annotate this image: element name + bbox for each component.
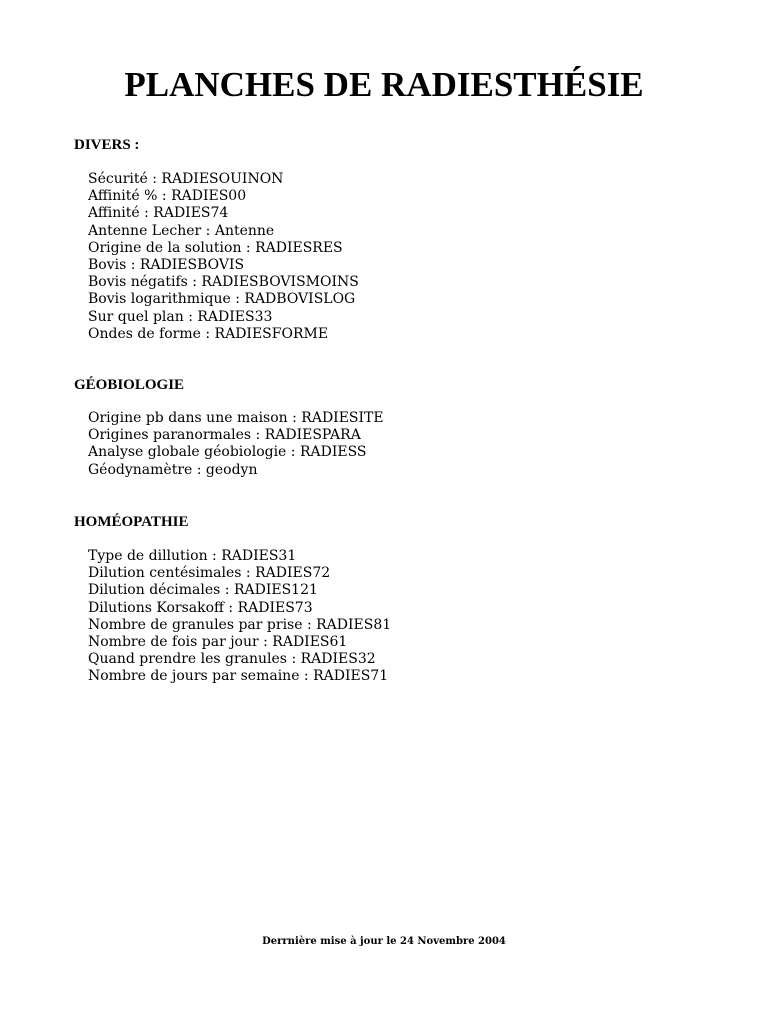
- list-item: Origine de la solution : RADIESRES: [88, 239, 343, 256]
- list-item: Nombre de jours par semaine : RADIES71: [88, 668, 389, 685]
- list-item: Analyse globale géobiologie : RADIESS: [88, 444, 367, 461]
- list-item: Bovis : RADIESBOVIS: [88, 257, 245, 274]
- list-item: Nombre de fois par jour : RADIES61: [88, 634, 348, 651]
- list-item: Origines paranormales : RADIESPARA: [88, 427, 361, 444]
- section-geobiologie: [74, 376, 734, 479]
- list-item: Sécurité : RADIESOUINON: [88, 171, 284, 187]
- list-item: Nombre de granules par prise : RADIES81: [88, 616, 392, 633]
- list-item: Dilution décimales : RADIES121: [88, 582, 318, 599]
- list-item: Bovis logarithmique : RADBOVISLOG: [88, 291, 356, 308]
- section-divers: [74, 136, 734, 343]
- section-homeopathie: [74, 513, 734, 686]
- list-item: Affinité : RADIES74: [88, 205, 229, 222]
- list-item: Ondes de forme : RADIESFORME: [88, 325, 329, 342]
- list-item: Dilution centésimales : RADIES72: [88, 565, 331, 582]
- page-title: PLANCHES DE RADIESTHÉSIE: [124, 65, 644, 104]
- list-item: Type de dillution : RADIES31: [88, 548, 297, 564]
- list-item: Affinité % : RADIES00: [88, 188, 247, 205]
- list-item: Géodynamètre : geodyn: [88, 461, 258, 478]
- section-heading: DIVERS :: [74, 137, 140, 153]
- last-updated-footer: Derrnière mise à jour le 24 Novembre 2004: [262, 936, 506, 947]
- section-heading: HOMÉOPATHIE: [74, 514, 189, 530]
- list-item: Quand prendre les granules : RADIES32: [88, 651, 376, 668]
- list-item: Antenne Lecher : Antenne: [88, 222, 275, 239]
- list-item: Dilutions Korsakoff : RADIES73: [88, 599, 313, 616]
- section-heading: GÉOBIOLOGIE: [74, 377, 185, 393]
- item-list: [74, 548, 734, 686]
- list-item: Bovis négatifs : RADIESBOVISMOINS: [88, 274, 359, 291]
- list-item: Origine pb dans une maison : RADIESITE: [88, 410, 384, 426]
- list-item: Sur quel plan : RADIES33: [88, 308, 273, 325]
- item-list: [74, 410, 734, 479]
- item-list: [74, 171, 734, 343]
